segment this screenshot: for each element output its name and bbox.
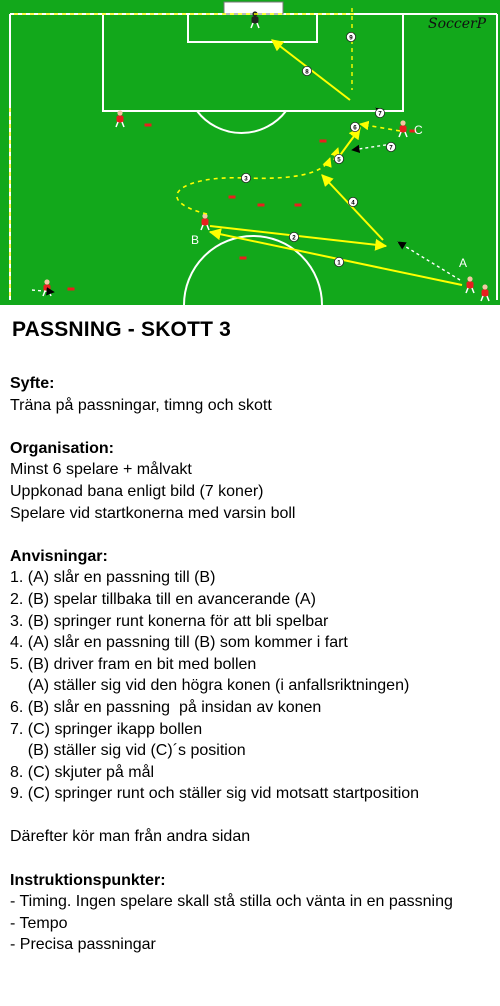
afterwards-note: Därefter kör man från andra sidan (10, 828, 251, 846)
player-label-a: A (459, 256, 468, 270)
pitch-surface (0, 0, 500, 305)
step-badge (334, 257, 343, 266)
step-badge-number: 4 (351, 199, 355, 207)
step-badge (241, 173, 250, 182)
step-badge-number: 6 (353, 124, 357, 132)
cone (229, 196, 236, 199)
step-badge-number: 7 (378, 110, 382, 118)
training-diagram (0, 0, 500, 305)
step-badge-number: 1 (337, 259, 341, 267)
anvisning-step: 2. (B) spelar tillbaka till en avancerande (A) (10, 590, 316, 608)
anvisning-step: 5. (B) driver fram en bit med bollen (10, 655, 257, 673)
organisation-line: Minst 6 spelare + målvakt (10, 461, 192, 479)
step-badge-number: 3 (244, 175, 248, 183)
instruktionspunkter-heading: Instruktionspunkter: (10, 871, 166, 889)
step-badge-number: 2 (292, 234, 296, 242)
anvisning-step: 6. (B) slår en passning på insidan av konen (10, 698, 322, 716)
anvisning-step: 9. (C) springer runt och ställer sig vid motsatt startposition (10, 785, 420, 803)
instruktionspunkt: - Timing. Ingen spelare skall stå stilla och vänta in en passning (10, 893, 453, 911)
organisation-line: Uppkonad bana enligt bild (7 koner) (10, 482, 264, 500)
signature: SoccerP (428, 16, 487, 32)
player-label-b: B (191, 233, 200, 247)
anvisning-step: 8. (C) skjuter på mål (10, 763, 155, 781)
syfte-heading: Syfte: (10, 375, 55, 392)
player-label-c: C (414, 123, 423, 137)
cone (258, 204, 265, 207)
step-badge (350, 122, 359, 131)
step-badge (334, 154, 343, 163)
anvisning-step: 4. (A) slår en passning till (B) som kommer i fart (10, 634, 348, 652)
step-badge-number: 5 (337, 156, 341, 164)
cone (145, 124, 152, 127)
cone (240, 257, 247, 260)
step-badge (346, 32, 355, 41)
organisation-heading: Organisation: (10, 439, 115, 457)
instruktionspunkt: - Tempo (10, 914, 68, 932)
anvisning-step: 7. (C) springer ikapp bollen (10, 720, 203, 738)
cone (320, 140, 327, 143)
step-badge (302, 66, 311, 75)
instructions-body (10, 373, 495, 956)
step-badge (386, 142, 395, 151)
anvisningar-heading: Anvisningar: (10, 547, 108, 565)
step-badge (375, 108, 384, 117)
cone (68, 288, 75, 291)
instruktionspunkt: - Precisa passningar (10, 936, 156, 954)
cone (295, 204, 302, 207)
step-badge-number: 7 (389, 144, 393, 152)
organisation-line: Spelare vid startkonerna med varsin boll (10, 504, 296, 522)
anvisning-step: (B) ställer sig vid (C)´s position (10, 742, 246, 760)
syfte-line: Träna på passningar, timng och skott (10, 396, 272, 414)
page-title: PASSNING - SKOTT 3 (12, 318, 232, 341)
anvisning-step: (A) ställer sig vid den högra konen (i anfallsriktningen) (10, 677, 410, 695)
step-badge-number: 8 (305, 68, 309, 76)
anvisning-step: 1. (A) slår en passning till (B) (10, 569, 216, 587)
football-pitch (0, 0, 500, 305)
step-badge (348, 197, 357, 206)
step-badge-number: 9 (349, 34, 353, 42)
anvisning-step: 3. (B) springer runt konerna för att bli spelbar (10, 612, 329, 630)
step-badge (289, 232, 298, 241)
